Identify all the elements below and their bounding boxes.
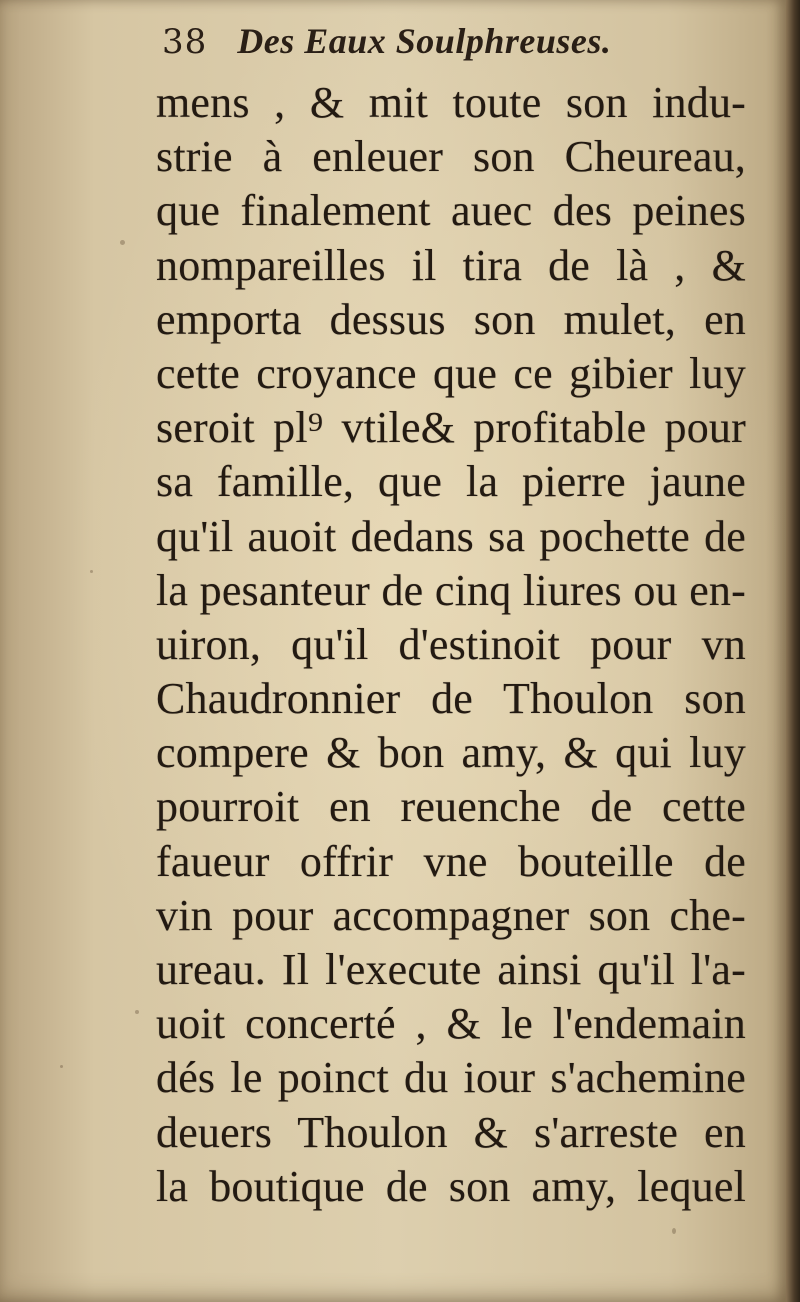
text-line: que finalement auec des peines	[156, 186, 746, 236]
running-title: Des Eaux Soulphreuses.	[237, 21, 612, 61]
text-line: deuers Thoulon & s'arreste en	[156, 1107, 746, 1157]
text-line: sa famille, que la pierre jaune	[156, 457, 746, 507]
text-line: qu'il auoit dedans sa pochette de	[156, 511, 746, 561]
paper-speck	[60, 1065, 63, 1068]
paper-speck	[135, 1010, 139, 1014]
text-line: seroit pl⁹ vtile& profitable pour	[156, 403, 746, 453]
paper-speck	[672, 1228, 676, 1234]
text-line: emporta dessus son mulet, en	[156, 294, 746, 344]
text-line: compere & bon amy, & qui luy	[156, 728, 746, 778]
page-number: 38	[162, 22, 208, 62]
text-line: strie à enleuer son Cheureau,	[156, 132, 746, 182]
text-line: la boutique de son amy, lequel	[156, 1161, 746, 1211]
text-line: mens , & mit toute son indu-	[156, 78, 746, 127]
paper-speck	[120, 240, 125, 245]
text-line: cette croyance que ce gibier luy	[156, 348, 746, 398]
text-line: la pesanteur de cinq liures ou en-	[156, 565, 746, 615]
body-text	[156, 76, 746, 1214]
running-head	[162, 20, 762, 70]
text-line: ureau. Il l'execute ainsi qu'il l'a-	[156, 945, 746, 994]
text-line: uoit concerté , & le l'endemain	[156, 999, 746, 1049]
text-line: Chaudronnier de Thoulon son	[156, 674, 746, 724]
text-line: uiron, qu'il d'estinoit pour vn	[156, 619, 746, 669]
page-edge-shadow	[786, 0, 800, 1302]
text-line: dés le poinct du iour s'achemine	[156, 1053, 746, 1103]
text-line: faueur offrir vne bouteille de	[156, 836, 746, 886]
text-line: pourroit en reuenche de cette	[156, 782, 746, 832]
text-line: vin pour accompagner son che-	[156, 890, 746, 940]
paper-speck	[90, 570, 93, 573]
text-line: nompareilles il tira de là , &	[156, 240, 746, 290]
